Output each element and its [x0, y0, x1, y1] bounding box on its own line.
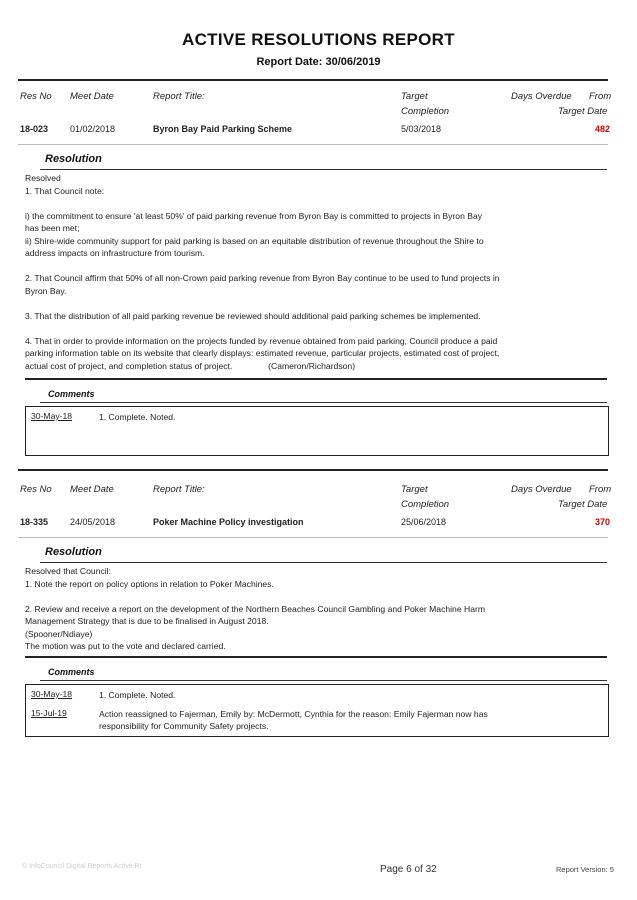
- resolution-text: [25, 565, 585, 653]
- comment-date: 30-May-18: [31, 411, 73, 421]
- report-version: Report Version: 5: [556, 865, 614, 874]
- comments-box: [25, 406, 609, 456]
- col-res-no: Res No: [20, 484, 52, 495]
- col-days-overdue: Days Overdue: [511, 484, 572, 495]
- resolution-bottom-rule: [25, 378, 607, 380]
- resolution-spacer: [25, 260, 585, 273]
- target-completion-value: 5/03/2018: [401, 124, 442, 134]
- comment-date: 30-May-18: [31, 689, 73, 699]
- target-completion-value: 25/06/2018: [401, 517, 447, 527]
- resolution-line: 2. Review and receive a report on the development of the Northern Beaches Council Gambling and Poker Machine Harm: [25, 603, 486, 614]
- col-from: From: [589, 484, 612, 495]
- col-completion: Completion: [401, 106, 450, 117]
- report-title-value: Byron Bay Paid Parking Scheme: [153, 124, 293, 134]
- days-overdue-value: 370: [594, 517, 610, 527]
- comments-heading: Comments: [48, 667, 95, 677]
- col-report-title: Report Title:: [153, 91, 205, 102]
- resolution-line: Byron Bay.: [25, 285, 67, 296]
- comment-text: 1. Complete. Noted.: [99, 690, 176, 700]
- resolution-line: i) the commitment to ensure 'at least 50%' of paid parking revenue from Byron Bay is committed to projects in Byron Bay: [25, 210, 483, 221]
- col-target-date: Target Date: [558, 499, 608, 510]
- resolution-line: ii) Shire-wide community support for paid parking is based on an equitable distribution of revenue throughout the Shire to: [25, 235, 484, 246]
- report-date: Report Date: 30/06/2019: [256, 56, 381, 68]
- resolution-spacer: [25, 297, 585, 310]
- record-top-rule: [18, 79, 608, 81]
- resolution-bottom-rule: [25, 656, 607, 658]
- col-target: Target: [401, 484, 428, 495]
- record-top-rule: [18, 469, 608, 471]
- resolution-spacer: [25, 322, 585, 335]
- col-meet-date: Meet Date: [70, 91, 114, 102]
- resolution-line: address impacts on infrastructure from tourism.: [25, 248, 205, 258]
- comment-date: 15-Jul-19: [31, 708, 67, 718]
- resolution-line: Resolved: [25, 173, 61, 183]
- col-meet-date: Meet Date: [70, 484, 114, 495]
- resolution-line: parking information table on its website that clearly displays: estimated revenue, particular projects, estimated cost of project,: [25, 348, 500, 358]
- resolution-line: 2. That Council affirm that 50% of all non-Crown paid parking revenue from Byron Bay continue to be used to fund projects in: [25, 273, 500, 283]
- resolution-line: Resolved that Council:: [25, 566, 111, 576]
- meet-date-value: 24/05/2018: [70, 517, 116, 527]
- col-target-date: Target Date: [558, 106, 608, 117]
- row-divider: [18, 537, 608, 538]
- comments-rule: [40, 402, 607, 403]
- comment-text: 1. Complete. Noted.: [99, 412, 176, 422]
- report-title: ACTIVE RESOLUTIONS REPORT: [182, 30, 455, 49]
- comment-text: responsibility for Community Safety projects.: [99, 721, 269, 731]
- resolution-spacer: [25, 590, 585, 603]
- col-report-title: Report Title:: [153, 484, 205, 495]
- col-days-overdue: Days Overdue: [511, 91, 572, 102]
- col-target: Target: [401, 91, 428, 102]
- col-res-no: Res No: [20, 91, 52, 102]
- comment-text: Action reassigned to Fajerman, Emily by: McDermott, Cynthia for the reason: Emily Fajerman now has: [99, 709, 488, 719]
- resolution-line: has been met;: [25, 223, 80, 233]
- col-completion: Completion: [401, 499, 450, 510]
- resolution-line: actual cost of project, and completion status of project. (Cameron/Richardson): [25, 360, 356, 371]
- resolution-line: Management Strategy that is due to be finalised in August 2018.: [25, 616, 269, 626]
- col-from: From: [589, 91, 612, 102]
- resolution-line: 4. That in order to provide information on the projects funded by revenue obtained from paid parking, Council produce a paid: [25, 335, 498, 346]
- page-number: Page 6 of 32: [380, 864, 437, 875]
- resolution-line: 3. That the distribution of all paid parking revenue be reviewed should additional paid parking schemes be implemented.: [25, 310, 481, 321]
- resolution-text: [25, 172, 585, 372]
- comments-box: [25, 684, 609, 737]
- resolution-line: 1. Note the report on policy options in relation to Poker Machines.: [25, 578, 274, 589]
- resolution-line: 1. That Council note:: [25, 185, 105, 196]
- resolution-heading: Resolution: [45, 546, 102, 558]
- res-no-value: 18-023: [20, 124, 49, 134]
- resolution-line: (Spooner/Ndiaye): [25, 628, 93, 639]
- resolution-heading: Resolution: [45, 153, 102, 165]
- report-title-value: Poker Machine Policy investigation: [153, 517, 304, 527]
- comments-rule: [40, 680, 607, 681]
- resolution-line: The motion was put to the vote and declared carried.: [25, 641, 226, 651]
- comments-heading: Comments: [48, 389, 95, 399]
- res-no-value: 18-335: [20, 517, 49, 527]
- days-overdue-value: 482: [594, 124, 610, 134]
- footer-source: © InfoCouncil Digital Reports Active Rt: [22, 863, 142, 870]
- resolution-rule: [40, 562, 607, 563]
- meet-date-value: 01/02/2018: [70, 124, 116, 134]
- resolution-spacer: [25, 197, 585, 210]
- row-divider: [18, 144, 608, 145]
- resolution-rule: [40, 169, 607, 170]
